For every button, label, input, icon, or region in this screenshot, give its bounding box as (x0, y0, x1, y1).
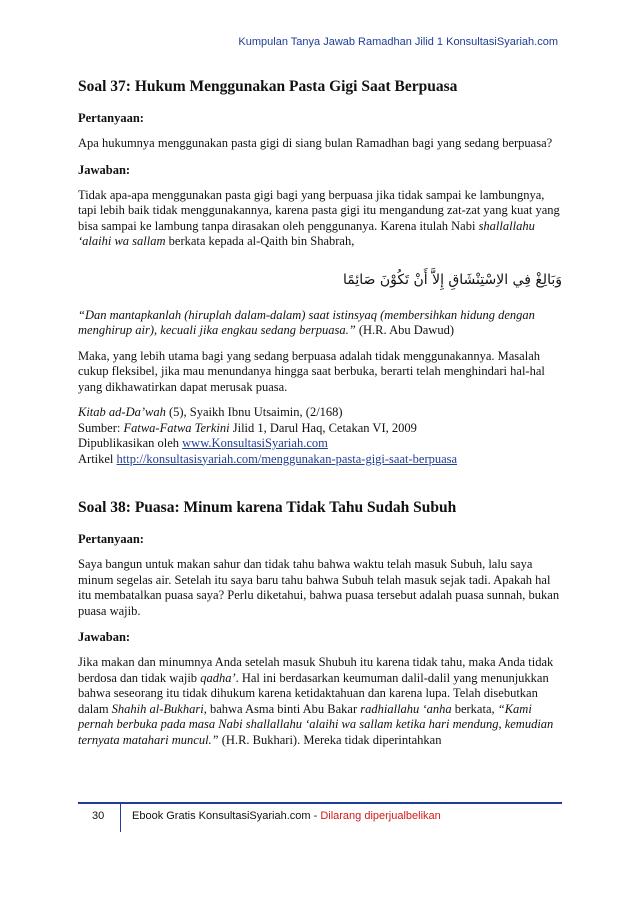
footer-separator (120, 802, 121, 832)
page-content (78, 78, 562, 758)
answer-text: Tidak apa-apa menggunakan pasta gigi bagi yang berpuasa jika tidak sampai ke lambungnya, tapi lebih baik tidak menggunakannya, karena pasta gigi itu mengandung zat-zat yang kuat yang bisa sampai ke lambung tanpa dirasakan oleh penggunanya. Karena itulah Nabi shallallahu ‘alaihi wa sallam berkata kepada al-Qaith bin Shabrah, (78, 187, 560, 248)
section-title-38: Soal 38: Puasa: Minum karena Tidak Tahu Sudah Subuh (78, 499, 457, 516)
answer-text: Jika makan dan minumnya Anda setelah masuk Shubuh itu karena tidak tahu, maka Anda tidak berdosa dan tidak wajib qadha’. Hal ini berdasarkan keumuman dalil-dalil yang menunjukkan bahwa seseorang itu tidak dihukum karena ketidaktahuan dan karena lupa. Telah disebutkan dalam Shahih al-Bukhari, bahwa Asma binti Abu Bakar radhiallahu ‘anha berkata, “Kami pernah berbuka pada masa Nabi shallallahu ‘alaihi wa sallam ketika hari mendung, kemudian ternyata matahari muncul.” (H.R. Bukhari). Mereka tidak diperintahkan (78, 655, 554, 747)
page-number: 30 (92, 810, 105, 822)
running-header: Kumpulan Tanya Jawab Ramadhan Jilid 1 KonsultasiSyariah.com (238, 36, 558, 48)
reference-1: Kitab ad-Da’wah (5), Syaikh Ibnu Utsaimin, (2/168) (78, 405, 343, 419)
question-label: Pertanyaan: (78, 532, 144, 546)
reference-4: Artikel http://konsultasisyariah.com/menggunakan-pasta-gigi-saat-berpuasa (78, 451, 458, 466)
article-link[interactable]: http://konsultasisyariah.com/menggunakan-pasta-gigi-saat-berpuasa (116, 451, 458, 466)
conclusion-text: Maka, yang lebih utama bagi yang sedang berpuasa adalah tidak menggunakannya. Masalah cukup fleksibel, jika mau menundanya hingga saat berbuka, berarti telah menghindari hal-hal yang dikhawatirkan dapat merusak puasa. (78, 348, 545, 394)
reference-2: Sumber: Fatwa-Fatwa Terkini Jilid 1, Darul Haq, Cetakan VI, 2009 (78, 420, 417, 435)
site-link[interactable]: www.KonsultasiSyariah.com (182, 436, 328, 450)
answer-label: Jawaban: (78, 162, 131, 177)
section-title-37: Soal 37: Hukum Menggunakan Pasta Gigi Saat Berpuasa (78, 78, 458, 95)
question-text: Apa hukumnya menggunakan pasta gigi di siang bulan Ramadhan bagi yang sedang berpuasa? (78, 136, 553, 150)
footer-warning: Dilarang diperjualbelikan (320, 810, 441, 822)
page-footer (78, 802, 562, 832)
question-label: Pertanyaan: (78, 111, 144, 125)
references (78, 405, 562, 467)
answer-label: Jawaban: (78, 630, 131, 644)
hadith-translation: “Dan mantapkanlah (hiruplah dalam-dalam) saat istinsyaq (membersihkan hidung dengan menghirup air), kecuali jika engkau sedang berpuasa.” (H.R. Abu Dawud) (78, 307, 535, 337)
footer-text: Ebook Gratis KonsultasiSyariah.com - Dilarang diperjualbelikan (132, 810, 441, 822)
reference-3: Dipublikasikan oleh www.KonsultasiSyariah.com (78, 436, 328, 450)
question-text: Saya bangun untuk makan sahur dan tidak tahu bahwa waktu telah masuk Subuh, lalu saya minum segelas air. Setelah itu saya baru tahu bahwa Subuh telah masuk sejak tadi. Apakah hal itu membatalkan puasa saya? Perlu diketahui, bahwa puasa tersebut adalah puasa sunnah, bukan puasa wajib. (78, 557, 560, 618)
arabic-hadith: وَبَالِغْ فِي الاِسْتِنْشَاقِ إِلاَّ أَنْ تَكُوْنَ صَائِمًا (343, 271, 562, 288)
